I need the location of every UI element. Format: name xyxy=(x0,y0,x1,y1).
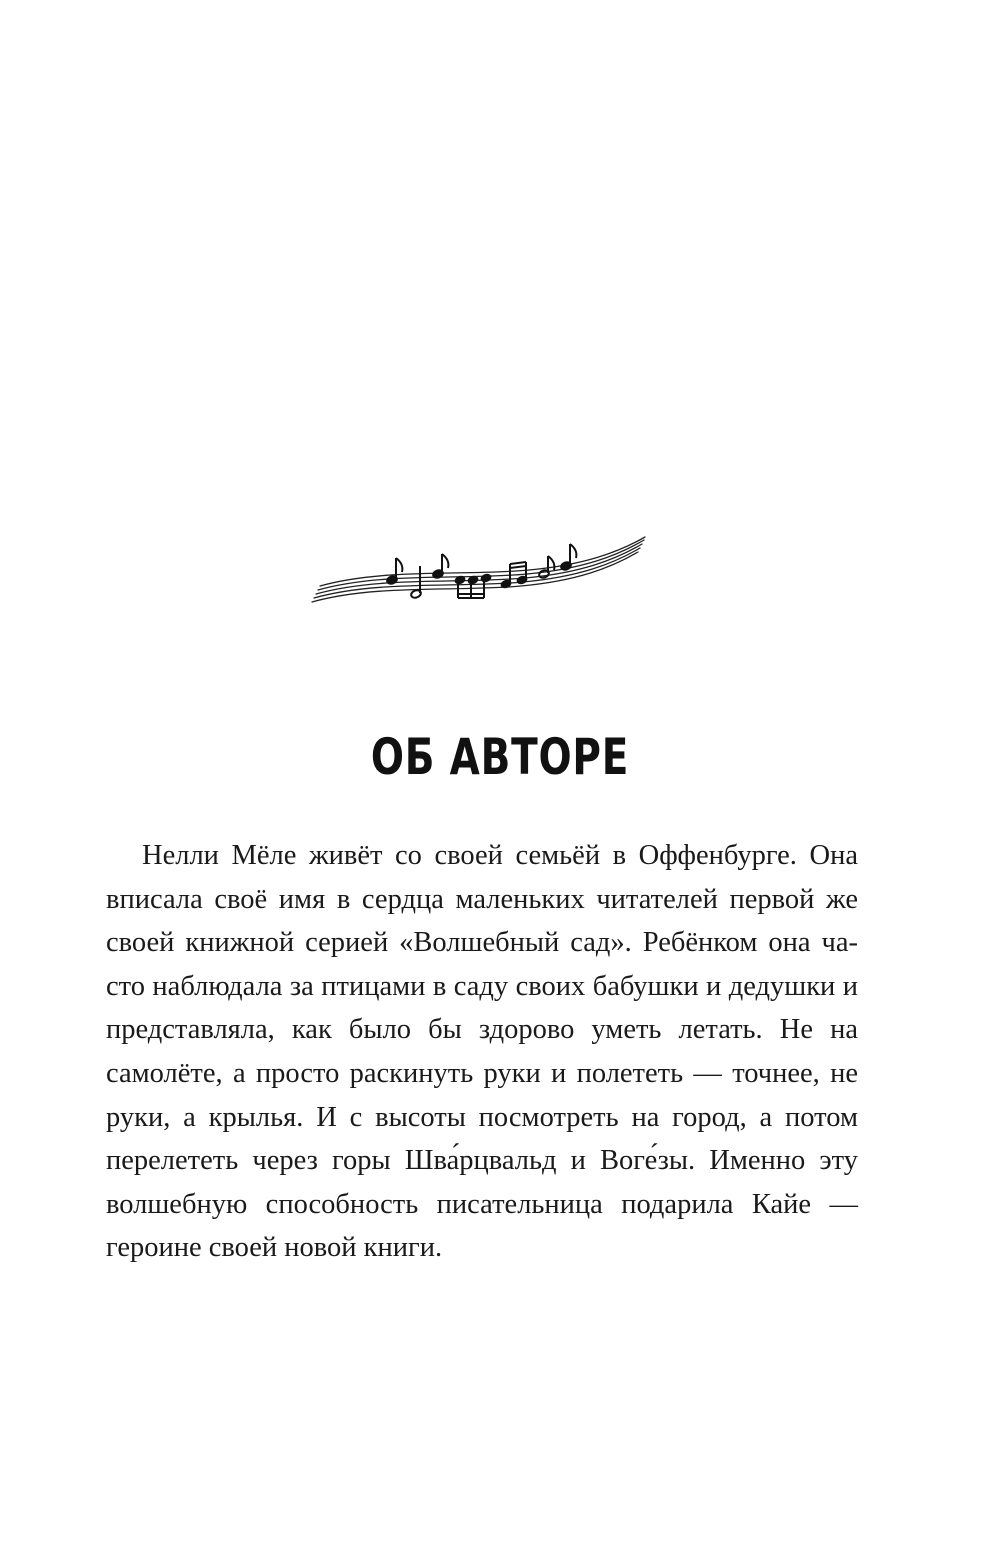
music-staff-notes-icon xyxy=(310,536,650,606)
page-title: ОБ АВТОРЕ xyxy=(370,728,630,786)
author-bio-paragraph: Нелли Мёле живёт со своей семьёй в Оффенбурге. Она вписала своё имя в сердца маленьких читателей первой же своей книжной серией «Волшебный сад». Ребёнком она часто наблюдала за птицами в саду своих бабушки и дедушки и представляла, как было бы здорово уметь летать. Не на самолёте, а просто раскинуть руки и полететь — точнее, не руки, а крылья. И с высоты посмотреть на город, а потом перелететь через горы Шва́рцвальд и Воге́зы. Именно эту волшебную способность писательница подарила Кайе — героине своей новой книги. xyxy=(106,840,858,1264)
